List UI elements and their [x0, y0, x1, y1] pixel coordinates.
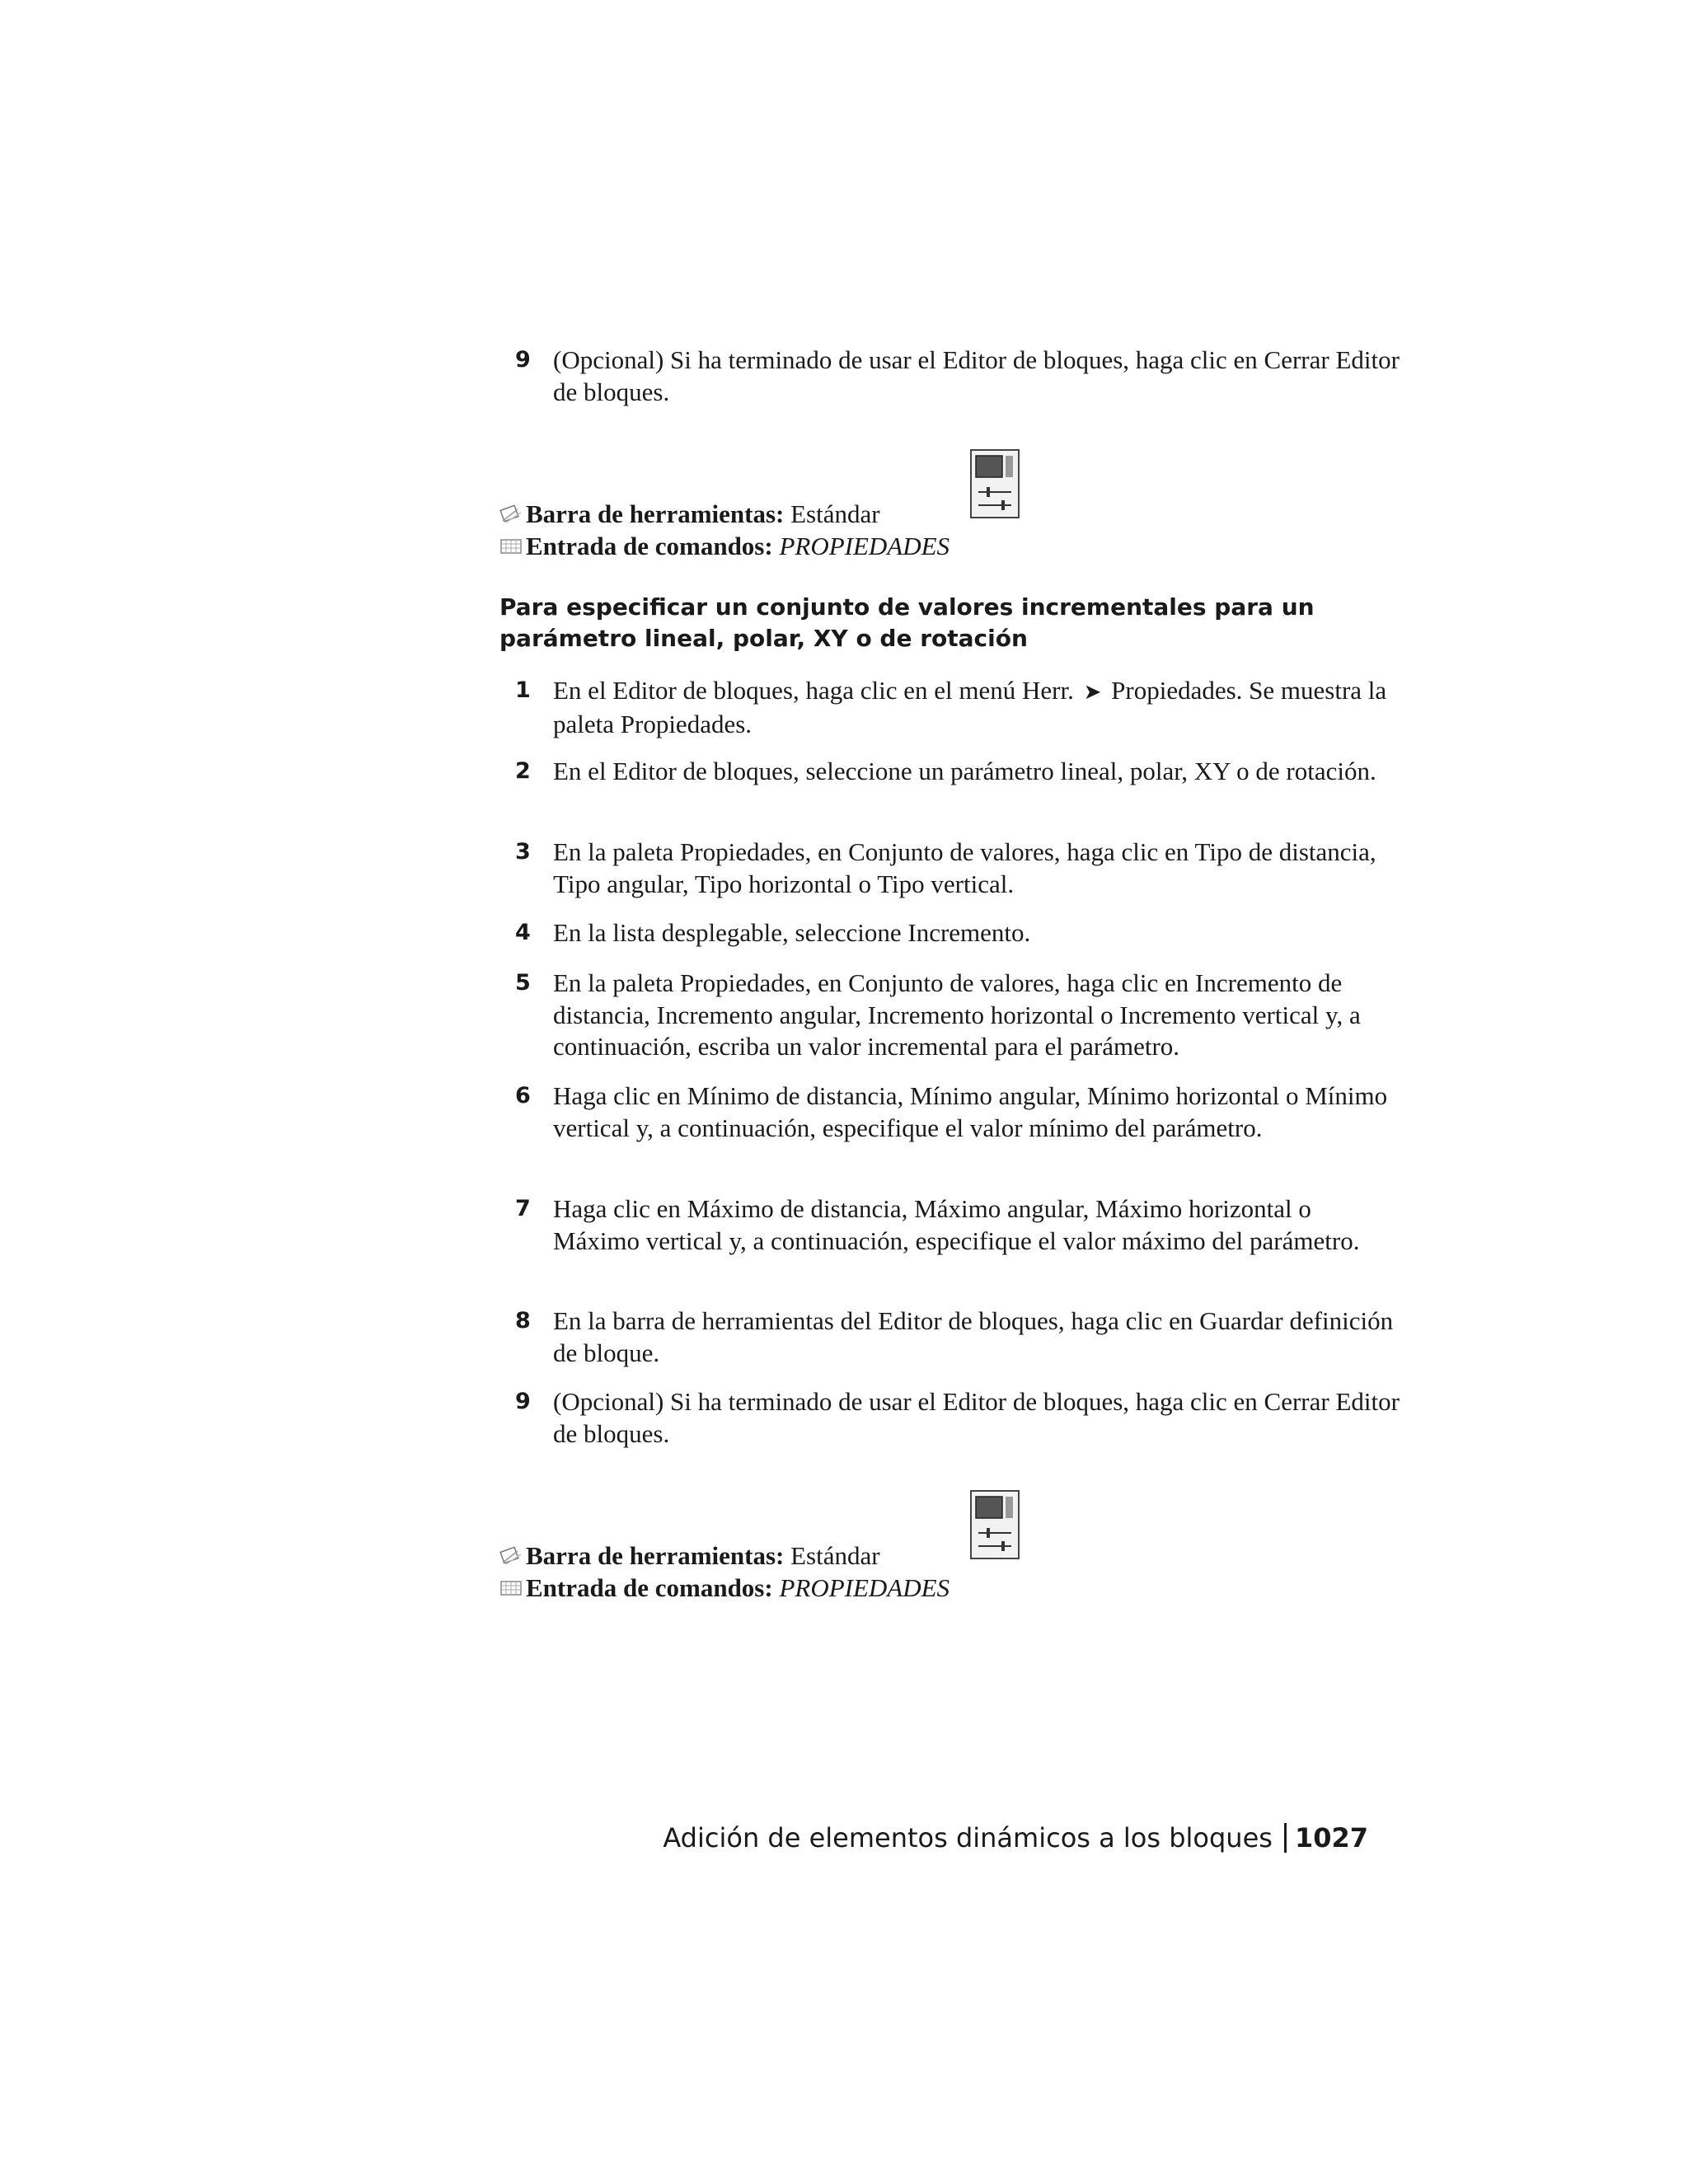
step-item [501, 1080, 1400, 1144]
keyboard-icon [499, 1578, 523, 1598]
step-text-after: Propiedades. Se muestra la paleta Propiedades. [553, 676, 1387, 738]
command-line [499, 1572, 950, 1604]
step-text: En la paleta Propiedades, en Conjunto de valores, haga clic en Tipo de distancia, Tipo angular, Tipo horizontal o Tipo vertical. [553, 837, 1376, 898]
step-item [501, 1305, 1400, 1369]
step-text: En la lista desplegable, seleccione Incremento. [553, 918, 1031, 947]
step-text: En la barra de herramientas del Editor de bloques, haga clic en Guardar definición de bloque. [553, 1306, 1394, 1367]
menu-arrow-icon: ➤ [1083, 680, 1102, 705]
step-item [501, 344, 1400, 408]
step-number: 5 [515, 970, 531, 996]
step-number: 6 [515, 1083, 531, 1108]
section-heading: Para especificar un conjunto de valores incrementales para un parámetro lineal, polar, XY o de rotación [499, 593, 1315, 652]
step-text: Haga clic en Mínimo de distancia, Mínimo angular, Mínimo horizontal o Mínimo vertical y, a continuación, especifique el valor mínimo del parámetro. [553, 1081, 1388, 1142]
step-text [553, 675, 1400, 740]
toolbar-value: Estándar [790, 499, 880, 528]
step-number: 9 [515, 347, 531, 373]
toolbar-line [499, 499, 880, 530]
step-item [501, 675, 1400, 740]
step-number: 4 [515, 920, 531, 945]
step-text: En el Editor de bloques, seleccione un parámetro lineal, polar, XY o de rotación. [553, 757, 1376, 785]
toolbar-icon [499, 1546, 523, 1566]
page-number: 1027 [1294, 1822, 1368, 1854]
toolbar-label: Barra de herramientas: [526, 499, 785, 528]
toolbar-label: Barra de herramientas: [526, 1541, 785, 1570]
page-footer [663, 1821, 1368, 1854]
command-label: Entrada de comandos: [526, 1573, 773, 1602]
keyboard-icon [499, 537, 523, 556]
step-text: En la paleta Propiedades, en Conjunto de valores, haga clic en Incremento de distancia, Incremento angular, Incremento horizontal o Incremento vertical y, a continuación, escriba un valor incremental para el parámetro. [553, 968, 1361, 1061]
step-text: (Opcional) Si ha terminado de usar el Editor de bloques, haga clic en Cerrar Editor de bloques. [553, 1387, 1400, 1448]
step-text: (Opcional) Si ha terminado de usar el Editor de bloques, haga clic en Cerrar Editor de bloques. [553, 345, 1400, 406]
toolbar-icon [499, 504, 523, 524]
step-item [501, 1193, 1400, 1257]
command-line [499, 531, 950, 562]
step-number: 1 [515, 677, 531, 703]
chapter-title: Adición de elementos dinámicos a los bloques [663, 1822, 1273, 1854]
step-number: 9 [515, 1389, 531, 1414]
command-value: PROPIEDADES [779, 1573, 950, 1602]
footer-divider [1284, 1823, 1287, 1853]
step-number: 3 [515, 839, 531, 865]
properties-icon [970, 1490, 1020, 1559]
command-value: PROPIEDADES [779, 532, 950, 560]
step-text: Haga clic en Máximo de distancia, Máximo angular, Máximo horizontal o Máximo vertical y, a continuación, especifique el valor máximo del parámetro. [553, 1194, 1360, 1255]
step-item [501, 756, 1400, 788]
toolbar-value: Estándar [790, 1541, 880, 1570]
step-item [501, 968, 1400, 1063]
step-item [501, 917, 1400, 949]
step-number: 7 [515, 1196, 531, 1221]
step-number: 8 [515, 1308, 531, 1333]
step-item [501, 837, 1400, 900]
step-number: 2 [515, 758, 531, 784]
properties-icon [970, 449, 1020, 518]
command-label: Entrada de comandos: [526, 532, 773, 560]
toolbar-line [499, 1540, 880, 1572]
step-item [501, 1386, 1400, 1450]
step-text-before: En el Editor de bloques, haga clic en el menú Herr. [553, 676, 1074, 705]
